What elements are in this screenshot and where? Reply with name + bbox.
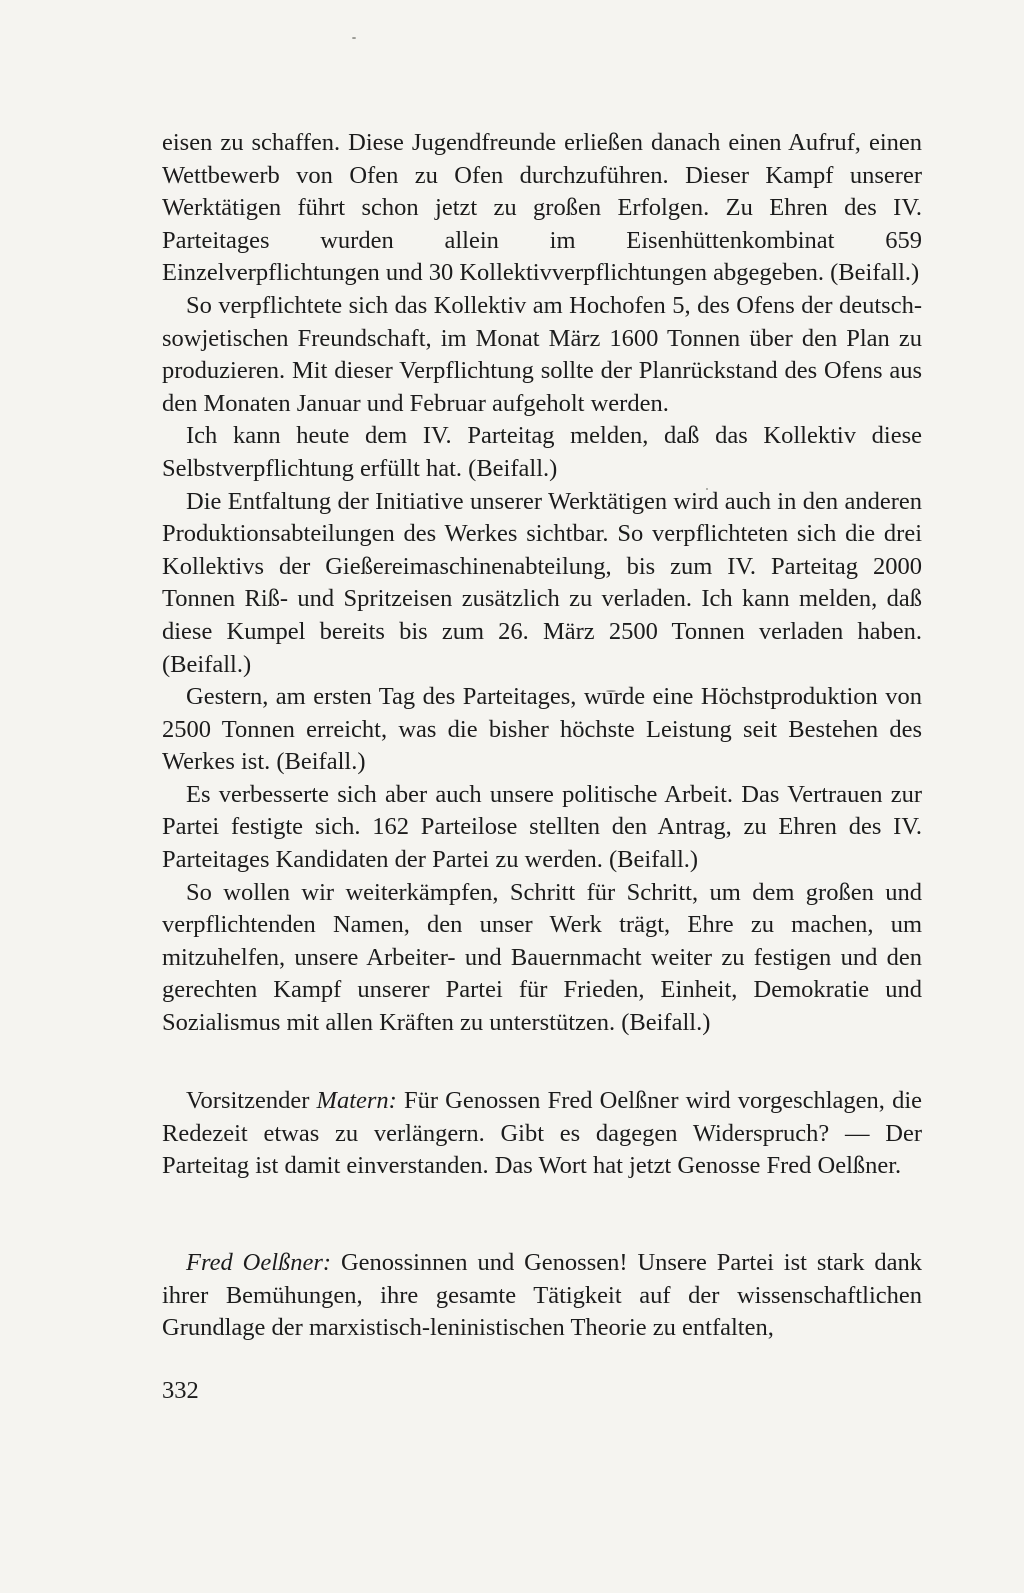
speech-paragraph	[162, 1247, 922, 1345]
paragraph: Gestern, am ersten Tag des Parteitages, wurde eine Höchstproduktion von 2500 Tonnen erreicht, was die bisher höchste Leistung seit Bestehen des Werkes ist. (Beifall.)	[162, 683, 922, 776]
chair-remark	[162, 1085, 922, 1183]
paragraph: Es verbesserte sich aber auch unsere politische Arbeit. Das Vertrauen zur Partei festigte sich. 162 Parteilose stellten den Antrag, zu Ehren des IV. Parteitages Kandidaten der Partei zu werden. (Beifall.)	[162, 780, 922, 874]
speech-text: Genossinnen und Genossen! Unsere Partei ist stark dank ihrer Bemühungen, ihre gesamte Tätigkeit auf der wissenschaftlichen Grundlage der marxistisch-leninistischen Theorie zu entfalten,	[162, 1249, 922, 1342]
chair-title: Vorsitzender	[186, 1087, 317, 1114]
paragraph: Ich kann heute dem IV. Parteitag melden, daß das Kollektiv diese Selbstverpflichtung erfüllt hat. (Beifall.)	[162, 422, 922, 482]
page-number: 332	[162, 1377, 199, 1404]
speaker-name: Fred Oelßner:	[186, 1249, 332, 1276]
chair-speaker-name: Matern:	[316, 1087, 397, 1114]
paragraph: eisen zu schaffen. Diese Jugendfreunde erließen danach einen Aufruf, einen Wettbewerb von Ofen zu Ofen durchzuführen. Dieser Kampf unserer Werktätigen führt schon jetzt zu großen Erfolgen. Zu Ehren des IV. Parteitages wurden allein im Eisenhüttenkombinat 659 Einzelverpflichtungen und 30 Kollektivverpflichtungen abgegeben. (Beifall.)	[162, 129, 922, 287]
ink-speck	[352, 37, 356, 39]
chair-text: Für Genossen Fred Oelßner wird vorgeschlagen, die Redezeit etwas zu verlängern. Gibt es dagegen Widerspruch? — Der Parteitag ist damit einverstanden. Das Wort hat jetzt Genosse Fred Oelßner.	[162, 1087, 922, 1180]
paragraph: So verpflichtete sich das Kollektiv am Hochofen 5, des Ofens der deutsch-sowjetischen Freundschaft, im Monat März 1600 Tonnen über den Plan zu produzieren. Mit dieser Verpflichtung sollte der Planrückstand des Ofens aus den Monaten Januar und Februar aufgeholt werden.	[162, 291, 922, 417]
chair-paragraph	[162, 1085, 922, 1183]
speech-start	[162, 1247, 922, 1345]
paragraph: So wollen wir weiterkämpfen, Schritt für Schritt, um dem großen und verpflichtenden Namen, den unser Werk trägt, Ehre zu machen, um mitzuhelfen, unsere Arbeiter- und Bauernmacht weiter zu festigen und den gerechten Kampf unserer Partei für Frieden, Einheit, Demokratie und Sozialismus mit allen Kräften zu unterstützen. (Beifall.)	[162, 878, 922, 1037]
speech-continuation	[162, 127, 922, 1040]
paragraph: Die Entfaltung der Initiative unserer Werktätigen wird auch in den anderen Produktionsabteilungen des Werkes sichtbar. So verpflichteten sich die drei Kollektivs der Gießereimaschinenabteilung, bis zum IV. Parteitag 2000 Tonnen Riß- und Spritzeisen zusätzlich zu verladen. Ich kann melden, daß diese Kumpel bereits bis zum 26. März 2500 Tonnen verladen haben. (Beifall.)	[162, 487, 922, 678]
